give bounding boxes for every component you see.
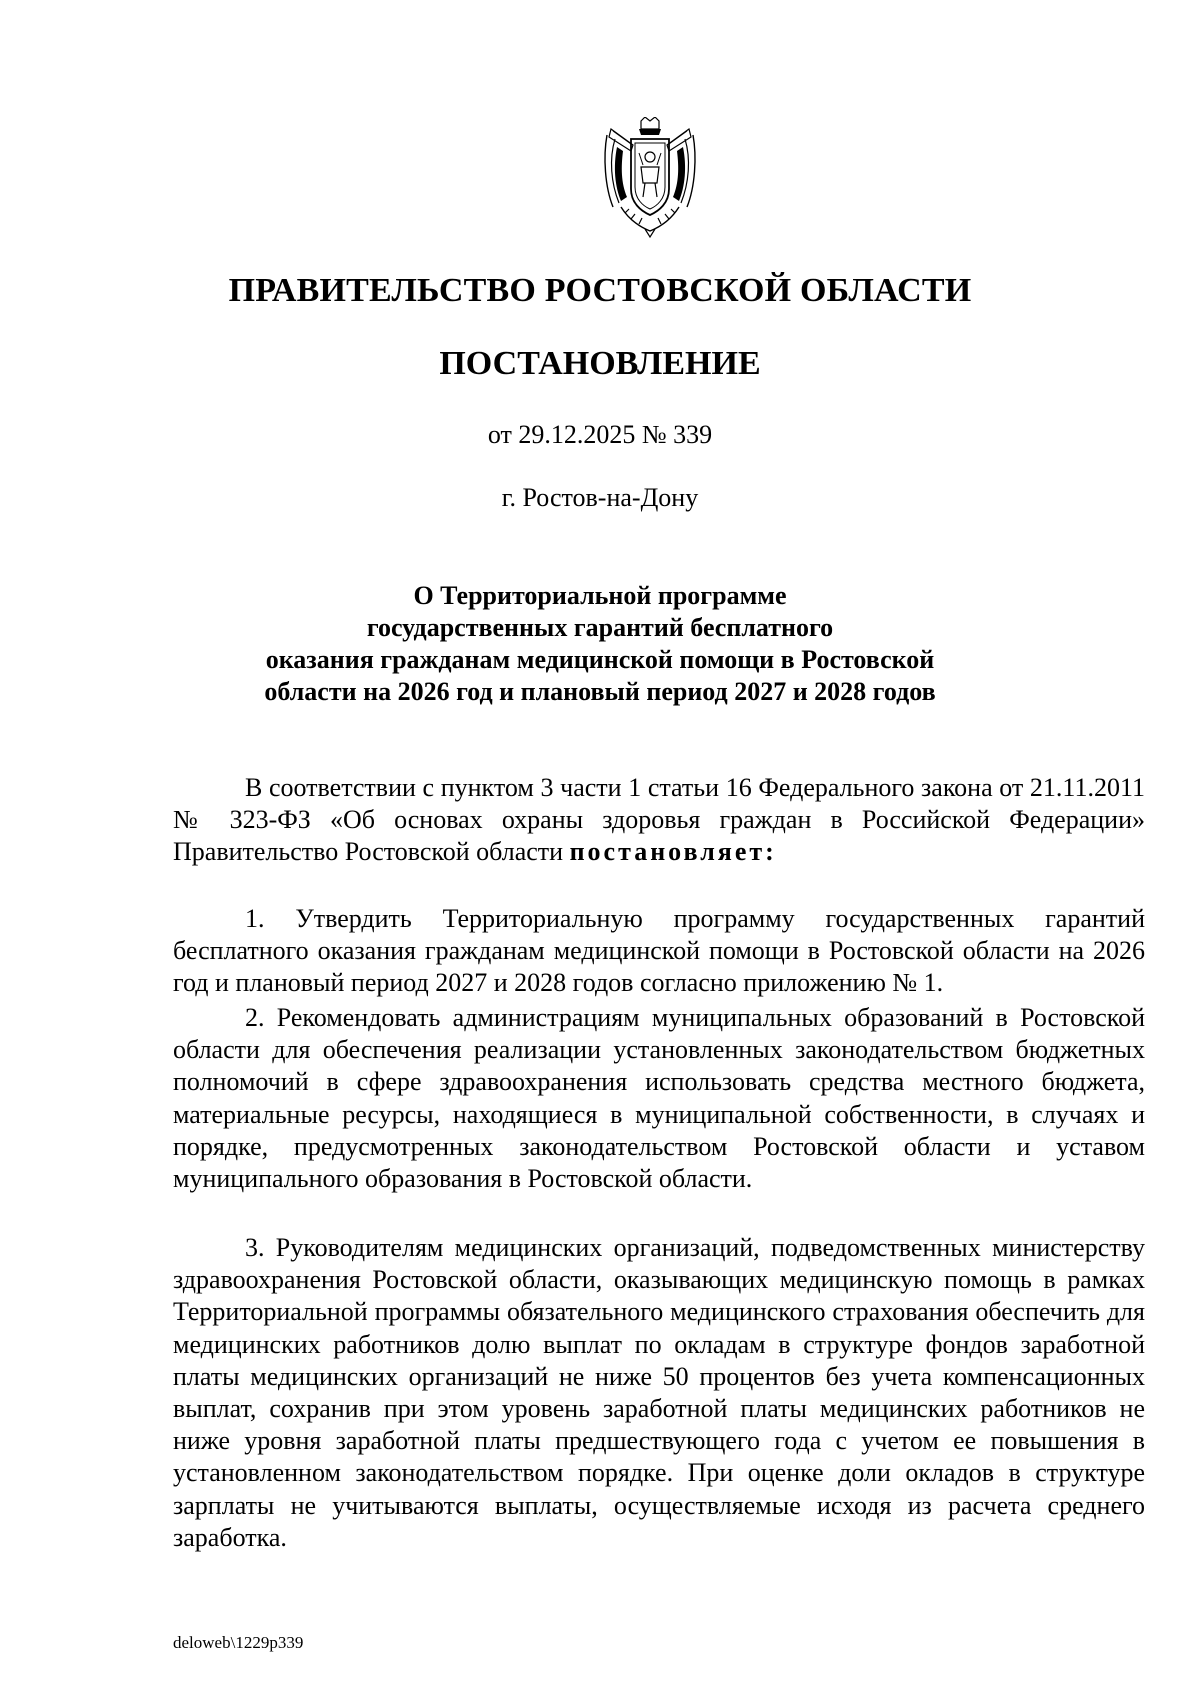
heading-line: оказания гражданам медицинской помощи в Ростовской (265, 645, 935, 674)
document-heading (200, 580, 1000, 708)
heading-line: области на 2026 год и плановый период 2027 и 2028 годов (264, 677, 936, 706)
preamble-paragraph (173, 772, 1145, 869)
coat-of-arms-icon (601, 117, 699, 239)
item-paragraph-1: 1. Утвердить Территориальную программу государственных гарантий бесплатного оказания гражданам медицинской помощи в Ростовской области на 2026 год и плановый период 2027 и 2028 годов согласно приложению № 1. (173, 904, 1145, 998)
document-date-number: от 29.12.2025 № 339 (487, 420, 713, 449)
heading-line: О Территориальной программе (413, 581, 787, 610)
document-city: г. Ростов-на-Дону (501, 483, 699, 512)
heading-line: государственных гарантий бесплатного (366, 613, 834, 642)
preamble-text: В соответствии с пунктом 3 части 1 статьи 16 Федерального закона от 21.11.2011 № 323-ФЗ «Об основах охраны здоровья граждан в Российской Федерации» Правительство Ростовской области (173, 773, 1145, 867)
footer-document-code: deloweb\1229p339 (173, 1633, 304, 1652)
document-type-title: ПОСТАНОВЛЕНИЕ (439, 345, 761, 382)
organization-title: ПРАВИТЕЛЬСТВО РОСТОВСКОЙ ОБЛАСТИ (228, 272, 972, 309)
item-paragraph-3: 3. Руководителям медицинских организаций, подведомственных министерству здравоохранения Ростовской области, оказывающих медицинскую помощь в рамках Территориальной программы обязательного медицинского страхования обеспечить для медицинских работников долю выплат по окладам в структуре фондов заработной платы медицинских организаций не ниже 50 процентов без учета компенсационных выплат, сохранив при этом уровень заработной платы медицинских работников не ниже уровня заработной платы предшествующего года с учетом ее повышения в установленном законодательством порядке. При оценке доли окладов в структуре зарплаты не учитываются выплаты, осуществляемые исходя из расчета среднего заработка. (173, 1233, 1145, 1552)
decree-word: постановляет: (569, 837, 777, 867)
item-paragraph-2: 2. Рекомендовать администрациям муниципальных образований в Ростовской области для обеспечения реализации установленных законодательством бюджетных полномочий в сфере здравоохранения использовать средства местного бюджета, материальные ресурсы, находящиеся в муниципальной собственности, в случаях и порядке, предусмотренных законодательством Ростовской области и уставом муниципального образования в Ростовской области. (173, 1003, 1145, 1194)
